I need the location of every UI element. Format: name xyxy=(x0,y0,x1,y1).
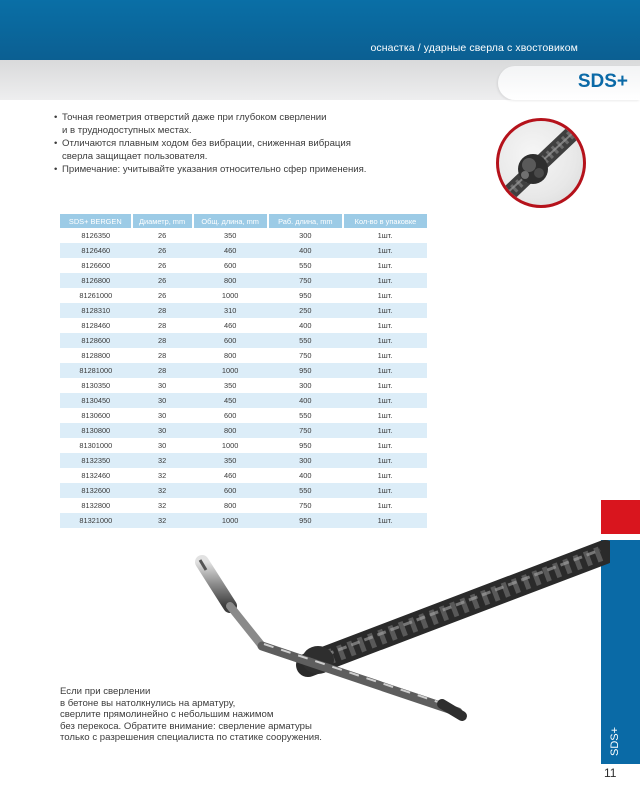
cell-pack-qty: 1шт. xyxy=(343,363,427,378)
cell-diameter: 26 xyxy=(157,261,167,270)
cell-article: 8130800 xyxy=(60,423,132,438)
cell-total-length: 800 xyxy=(193,423,268,438)
cell-work-length: 950 xyxy=(268,513,343,528)
table-row xyxy=(60,318,427,333)
table-row xyxy=(60,468,427,483)
cell-total-length: 350 xyxy=(193,453,268,468)
table-row xyxy=(60,408,427,423)
feature-line: • Примечание: учитывайте указания относительно сфер применения. xyxy=(62,164,367,175)
cell-diameter: 32 xyxy=(132,483,193,498)
cell-article: 8132600 xyxy=(60,483,132,498)
col-header-pack-qty: Кол-во в упаковке xyxy=(343,214,427,228)
cell-article: 8126600 xyxy=(81,261,111,270)
cell-total-length: 1000 xyxy=(221,441,239,450)
note-line: сверлите прямолинейно с небольшим нажимом xyxy=(60,709,274,721)
cell-article: 81261000 xyxy=(79,291,113,300)
table-row xyxy=(60,348,427,363)
feature-list xyxy=(54,112,424,178)
cell-diameter: 28 xyxy=(132,333,193,348)
cell-diameter: 28 xyxy=(157,321,167,330)
cell-article: 8130350 xyxy=(81,381,111,390)
table-row xyxy=(60,378,427,393)
cell-article: 8128600 xyxy=(60,333,132,348)
feature-line: сверла защищает пользователя. xyxy=(62,150,208,162)
cell-article: 8126460 xyxy=(60,243,132,258)
table-row xyxy=(60,333,427,348)
cell-total-length: 1000 xyxy=(221,291,239,300)
cell-diameter: 28 xyxy=(132,363,193,378)
cell-work-length: 750 xyxy=(299,501,312,510)
cell-article: 8132350 xyxy=(60,453,132,468)
cell-article: 8132460 xyxy=(81,471,111,480)
feature-line: • Отличаются плавным ходом без вибрации, сниженная вибрация xyxy=(62,138,351,149)
cell-article: 8128460 xyxy=(81,321,111,330)
cell-work-length: 300 xyxy=(268,453,343,468)
cell-work-length: 400 xyxy=(299,471,312,480)
cell-work-length: 400 xyxy=(268,393,343,408)
cell-pack-qty: 1шт. xyxy=(343,483,427,498)
cell-work-length: 300 xyxy=(299,381,312,390)
page-number: 11 xyxy=(604,766,617,780)
top-header-band xyxy=(0,0,640,60)
table-row xyxy=(60,273,427,288)
cell-pack-qty: 1шт. xyxy=(343,243,427,258)
table-row xyxy=(60,258,427,273)
feature-item xyxy=(54,112,424,137)
cell-work-length: 750 xyxy=(268,273,343,288)
cell-total-length: 800 xyxy=(193,273,268,288)
table-row xyxy=(60,228,427,243)
cell-article: 8130450 xyxy=(60,393,132,408)
cell-total-length: 1000 xyxy=(193,513,268,528)
cell-pack-qty: 1шт. xyxy=(343,333,427,348)
cell-pack-qty: 1шт. xyxy=(377,351,393,360)
cell-total-length: 350 xyxy=(223,231,237,240)
cell-total-length: 600 xyxy=(223,411,237,420)
table-row xyxy=(60,423,427,438)
cell-diameter: 30 xyxy=(157,411,167,420)
cell-pack-qty: 1шт. xyxy=(377,441,393,450)
rebar-photo xyxy=(496,118,586,208)
feature-item xyxy=(54,164,424,177)
cell-total-length: 460 xyxy=(193,243,268,258)
table-header-row xyxy=(60,214,427,228)
cell-article: 8128800 xyxy=(81,351,111,360)
cell-work-length: 750 xyxy=(268,423,343,438)
cell-pack-qty: 1шт. xyxy=(377,321,393,330)
col-header-total-length: Общ. длина, mm xyxy=(193,214,268,228)
rebar-drilling-note xyxy=(60,686,360,744)
col-header-article: SDS+ BERGEN xyxy=(60,214,132,228)
cell-work-length: 950 xyxy=(299,291,312,300)
cell-diameter: 28 xyxy=(157,351,167,360)
cell-pack-qty: 1шт. xyxy=(377,471,393,480)
cell-total-length: 800 xyxy=(223,351,237,360)
red-accent-tab xyxy=(601,500,640,534)
cell-pack-qty: 1шт. xyxy=(343,423,427,438)
cell-work-length: 550 xyxy=(299,411,312,420)
cell-article: 8126800 xyxy=(60,273,132,288)
feature-line: и в труднодоступных местах. xyxy=(62,124,192,136)
cell-diameter: 30 xyxy=(157,441,167,450)
cell-work-length: 400 xyxy=(299,321,312,330)
cell-total-length: 310 xyxy=(193,303,268,318)
cell-work-length: 550 xyxy=(299,261,312,270)
table-row xyxy=(60,288,427,303)
cell-diameter: 26 xyxy=(157,291,167,300)
table-row xyxy=(60,393,427,408)
cell-diameter: 30 xyxy=(132,423,193,438)
feature-line: • Точная геометрия отверстий даже при глубоком сверлении xyxy=(62,112,327,123)
product-spec-table xyxy=(60,214,427,528)
cell-total-length: 350 xyxy=(223,381,237,390)
cell-work-length: 750 xyxy=(299,351,312,360)
cell-article: 81301000 xyxy=(79,441,113,450)
cell-pack-qty: 1шт. xyxy=(343,303,427,318)
cell-total-length: 600 xyxy=(193,333,268,348)
table-row xyxy=(60,453,427,468)
cell-diameter: 26 xyxy=(132,273,193,288)
side-tab-label: SDS+ xyxy=(609,726,621,756)
cell-pack-qty: 1шт. xyxy=(377,231,393,240)
cell-article: 8130600 xyxy=(81,411,111,420)
feature-item xyxy=(54,138,424,163)
note-line: только с разрешения специалиста по статике сооружения. xyxy=(60,732,322,744)
table-row xyxy=(60,303,427,318)
cell-diameter: 26 xyxy=(132,243,193,258)
rebar-bar xyxy=(302,550,605,674)
cell-work-length: 550 xyxy=(268,483,343,498)
table-row xyxy=(60,363,427,378)
col-header-diameter: Диаметр, mm xyxy=(132,214,193,228)
cell-diameter: 30 xyxy=(132,393,193,408)
cell-pack-qty: 1шт. xyxy=(377,411,393,420)
cell-work-length: 950 xyxy=(299,441,312,450)
cell-pack-qty: 1шт. xyxy=(377,501,393,510)
cell-article: 8128310 xyxy=(60,303,132,318)
col-header-work-length: Раб. длина, mm xyxy=(268,214,343,228)
cell-diameter: 32 xyxy=(132,453,193,468)
cell-diameter: 30 xyxy=(157,381,167,390)
cell-article: 81281000 xyxy=(60,363,132,378)
cell-total-length: 460 xyxy=(223,471,237,480)
cell-pack-qty: 1шт. xyxy=(377,261,393,270)
section-title: SDS+ xyxy=(577,71,628,92)
cell-article: 81321000 xyxy=(60,513,132,528)
table-row xyxy=(60,438,427,453)
cell-total-length: 600 xyxy=(193,483,268,498)
cell-total-length: 1000 xyxy=(193,363,268,378)
table-body xyxy=(60,228,427,528)
cell-work-length: 950 xyxy=(268,363,343,378)
cell-total-length: 600 xyxy=(223,261,237,270)
cell-pack-qty: 1шт. xyxy=(343,453,427,468)
table-row xyxy=(60,243,427,258)
cell-total-length: 460 xyxy=(223,321,237,330)
table-row xyxy=(60,513,427,528)
cell-pack-qty: 1шт. xyxy=(343,273,427,288)
cell-work-length: 250 xyxy=(268,303,343,318)
rebar-illustration xyxy=(499,121,583,205)
cell-diameter: 32 xyxy=(157,471,167,480)
table-row xyxy=(60,483,427,498)
note-line: в бетоне вы натолкнулись на арматуру, xyxy=(60,697,236,709)
cell-diameter: 26 xyxy=(157,231,167,240)
cell-work-length: 400 xyxy=(268,243,343,258)
cell-diameter: 32 xyxy=(157,501,167,510)
note-line: Если при сверлении xyxy=(60,686,151,697)
cell-diameter: 32 xyxy=(132,513,193,528)
cell-pack-qty: 1шт. xyxy=(343,393,427,408)
cell-diameter: 28 xyxy=(132,303,193,318)
cell-total-length: 800 xyxy=(223,501,237,510)
section-title-pill xyxy=(498,66,640,100)
cell-article: 8132800 xyxy=(81,501,111,510)
cell-work-length: 300 xyxy=(299,231,312,240)
cell-total-length: 450 xyxy=(193,393,268,408)
cell-pack-qty: 1шт. xyxy=(377,291,393,300)
cell-article: 8126350 xyxy=(81,231,111,240)
cell-work-length: 550 xyxy=(268,333,343,348)
breadcrumb: оснастка / ударные сверла с хвостовиком xyxy=(370,42,578,54)
note-line: без перекоса. Обратите внимание: сверление арматуры xyxy=(60,720,312,732)
table-row xyxy=(60,498,427,513)
cell-pack-qty: 1шт. xyxy=(343,513,427,528)
cell-pack-qty: 1шт. xyxy=(377,381,393,390)
